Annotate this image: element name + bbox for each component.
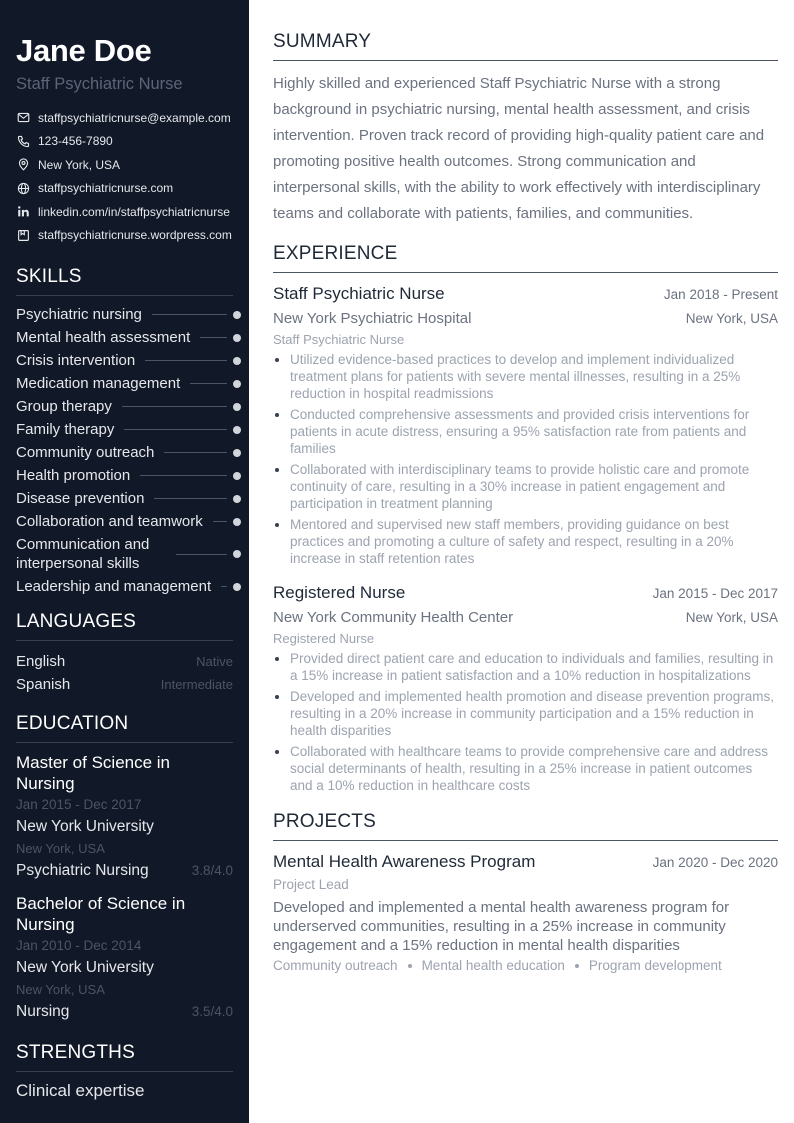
skill-item: [16, 395, 241, 418]
contact-website[interactable]: [16, 177, 241, 201]
summary-heading: SUMMARY: [273, 30, 778, 61]
education-location: New York, USA: [16, 841, 105, 856]
skill-dot: [233, 426, 241, 434]
skill-leader-line: [124, 429, 227, 430]
location-pin-icon: [16, 158, 30, 172]
tag-separator: [575, 964, 579, 968]
skill-item: [16, 487, 241, 510]
skill-dot: [233, 403, 241, 411]
skill-dot: [233, 380, 241, 388]
globe-icon: [16, 181, 30, 195]
job-organization: New York Community Health Center: [273, 609, 514, 626]
skill-leader-line: [190, 383, 227, 384]
education-entry: [16, 752, 241, 882]
skill-item: [16, 349, 241, 372]
project-title: Mental Health Awareness Program: [273, 852, 536, 871]
contact-location-text: New York, USA: [38, 157, 121, 172]
project-role: Project Lead: [273, 877, 349, 892]
job-location: New York, USA: [685, 610, 778, 625]
job-bullet: Collaborated with interdisciplinary teams to provide holistic care and promote continuity of care, resulting in a 30% increase in patient engagement and participation in treatment planning: [273, 461, 778, 512]
skill-leader-line: [221, 586, 227, 587]
project-tags: [273, 958, 778, 973]
skill-item: [16, 533, 241, 575]
education-school: New York University: [16, 959, 154, 976]
education-degree: Master of Science in Nursing: [16, 753, 171, 793]
skill-label: Disease prevention: [16, 490, 145, 507]
experience-heading: EXPERIENCE: [273, 242, 778, 273]
contact-website-text: staffpsychiatricnurse.com: [38, 181, 174, 196]
skill-item: [16, 510, 241, 533]
skill-dot: [233, 550, 241, 558]
skill-leader-line: [145, 360, 227, 361]
project-tag: Mental health education: [421, 958, 565, 973]
language-item: [16, 650, 241, 673]
blog-icon: [16, 228, 30, 242]
education-field-row: [16, 860, 233, 882]
languages-list: [16, 650, 241, 696]
skill-label: Crisis intervention: [16, 352, 136, 369]
skill-label: Family therapy: [16, 421, 115, 438]
job-title: Registered Nurse: [273, 583, 406, 602]
skill-label: Medication management: [16, 375, 181, 392]
contact-blog[interactable]: [16, 224, 241, 248]
skill-dot: [233, 357, 241, 365]
education-entry: [16, 893, 241, 1023]
skill-label: Mental health assessment: [16, 329, 191, 346]
skill-item: [16, 326, 241, 349]
contact-linkedin[interactable]: [16, 200, 241, 224]
skill-leader-line: [176, 554, 227, 555]
education-field: Psychiatric Nursing: [16, 862, 149, 879]
job-bullet: Mentored and supervised new staff members, providing guidance on best practices and promoting a culture of safety and respect, resulting in a 20% increase in staff retention rates: [273, 516, 778, 567]
skill-dot: [233, 518, 241, 526]
education-dates: Jan 2015 - Dec 2017: [16, 797, 142, 812]
contact-list: [16, 106, 241, 247]
education-school: New York University: [16, 818, 154, 835]
skill-leader-line: [122, 406, 227, 407]
education-gpa: 3.8/4.0: [191, 863, 233, 878]
skill-dot: [233, 449, 241, 457]
job-dates: Jan 2018 - Present: [663, 287, 778, 302]
main-content: [273, 30, 778, 973]
job-dates: Jan 2015 - Dec 2017: [652, 586, 778, 601]
skill-leader-line: [154, 498, 227, 499]
contact-linkedin-text: linkedin.com/in/staffpsychiatricnurse: [38, 204, 230, 219]
summary-text: Highly skilled and experienced Staff Psychiatric Nurse with a strong background in psychiatric nursing, mental health assessment, and crisis intervention. Proven track record of providing high-quality patient care and promoting positive health outcomes. Strong communication and interpersonal skills, with the ability to work effectively with interdisciplinary teams and collaborate with patients, families, and communities.: [273, 75, 765, 222]
education-heading: EDUCATION: [16, 712, 233, 743]
language-level: Native: [196, 654, 233, 669]
skill-label: Community outreach: [16, 444, 155, 461]
job-location: New York, USA: [685, 311, 778, 326]
linkedin-icon: [16, 205, 30, 219]
skill-dot: [233, 472, 241, 480]
education-gpa: 3.5/4.0: [191, 1004, 233, 1019]
skill-item: [16, 303, 241, 326]
job-bullet: Provided direct patient care and education to individuals and families, resulting in a 15% increase in patient satisfaction and a 10% reduction in hospitalizations: [273, 650, 778, 684]
candidate-name: Jane Doe: [16, 33, 152, 68]
project-dates: Jan 2020 - Dec 2020: [652, 855, 778, 870]
contact-phone[interactable]: [16, 130, 241, 154]
job-organization: New York Psychiatric Hospital: [273, 310, 472, 327]
job-bullets: [273, 650, 778, 794]
skill-leader-line: [152, 314, 227, 315]
job-bullet: Collaborated with healthcare teams to provide comprehensive care and address social determinants of health, resulting in a 25% increase in patient outcomes and a 10% reduction in healthcare costs: [273, 743, 778, 794]
skill-label: Group therapy: [16, 398, 112, 415]
phone-icon: [16, 134, 30, 148]
education-degree: Bachelor of Science in Nursing: [16, 894, 186, 934]
education-location: New York, USA: [16, 982, 105, 997]
project-entry: [273, 850, 778, 973]
skill-item: [16, 418, 241, 441]
strength-item: Clinical expertise: [16, 1081, 145, 1100]
sidebar: [0, 0, 249, 1123]
skill-item: [16, 372, 241, 395]
experience-entry: [273, 282, 778, 567]
strengths-heading: STRENGTHS: [16, 1041, 233, 1072]
mail-icon: [16, 111, 30, 125]
education-field-row: [16, 1001, 233, 1023]
candidate-title: Staff Psychiatric Nurse: [16, 75, 183, 93]
tag-separator: [408, 964, 412, 968]
skill-label: Collaboration and teamwork: [16, 513, 203, 530]
skill-label: Psychiatric nursing: [16, 306, 142, 323]
experience-entry: [273, 581, 778, 794]
skill-dot: [233, 495, 241, 503]
skill-label: Communication and interpersonal skills: [16, 536, 150, 572]
skill-item: [16, 575, 241, 598]
language-item: [16, 673, 241, 696]
skill-label: Health promotion: [16, 467, 131, 484]
contact-blog-text: staffpsychiatricnurse.wordpress.com: [38, 228, 232, 243]
education-field: Nursing: [16, 1003, 70, 1020]
job-bullets: [273, 351, 778, 567]
language-name: English: [16, 653, 66, 670]
job-role: Registered Nurse: [273, 631, 375, 646]
job-title: Staff Psychiatric Nurse: [273, 284, 445, 303]
skill-item: [16, 464, 241, 487]
job-bullet: Conducted comprehensive assessments and provided crisis interventions for patients in acute distress, ensuring a 95% satisfaction rate from patients and families: [273, 406, 778, 457]
skill-leader-line: [213, 521, 227, 522]
skill-leader-line: [200, 337, 227, 338]
job-bullet: Utilized evidence-based practices to develop and implement individualized treatment plans for patients with severe mental illnesses, resulting in a 25% reduction in hospital readmissions: [273, 351, 778, 402]
skills-heading: SKILLS: [16, 265, 233, 296]
job-bullet: Developed and implemented health promotion and disease prevention programs, resulting in a 20% increase in community participation and a 15% reduction in health disparities: [273, 688, 778, 739]
project-tag: Community outreach: [273, 958, 398, 973]
project-description: Developed and implemented a mental health awareness program for underserved communities, resulting in a 25% increase in community engagement and a 15% reduction in mental health disparities: [273, 899, 730, 954]
contact-location: [16, 153, 241, 177]
projects-heading: PROJECTS: [273, 810, 778, 841]
skill-leader-line: [164, 452, 227, 453]
job-role: Staff Psychiatric Nurse: [273, 332, 405, 347]
project-tag: Program development: [588, 958, 722, 973]
skill-item: [16, 441, 241, 464]
skill-dot: [233, 583, 241, 591]
language-name: Spanish: [16, 676, 71, 693]
skill-dot: [233, 334, 241, 342]
skill-leader-line: [140, 475, 227, 476]
languages-heading: LANGUAGES: [16, 610, 233, 641]
education-dates: Jan 2010 - Dec 2014: [16, 938, 142, 953]
skill-dot: [233, 311, 241, 319]
contact-email[interactable]: [16, 106, 241, 130]
skills-list: [16, 303, 241, 598]
contact-email-text: staffpsychiatricnurse@example.com: [38, 110, 231, 125]
language-level: Intermediate: [160, 677, 233, 692]
skill-label: Leadership and management: [16, 578, 212, 595]
contact-phone-text: 123-456-7890: [38, 134, 113, 149]
